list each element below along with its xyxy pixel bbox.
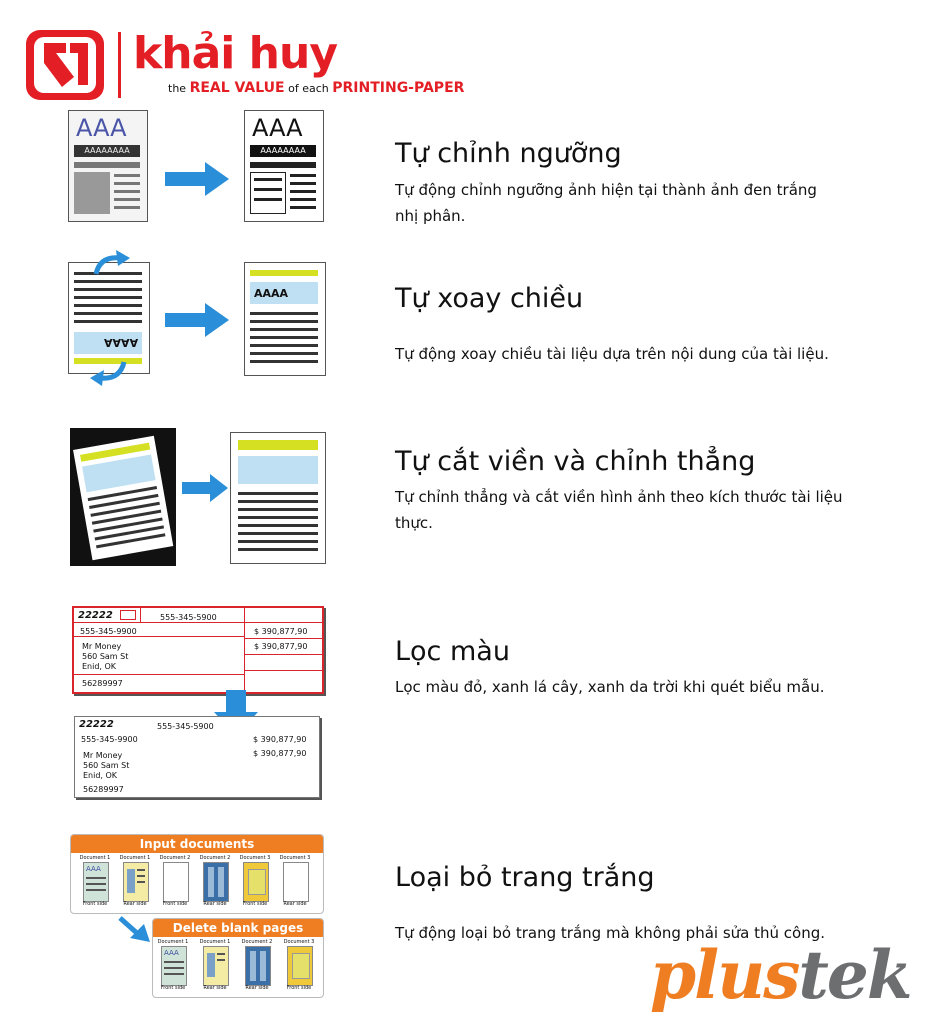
output-doc-label-2: Document 1	[199, 939, 231, 945]
form-after-street: 560 Sam St	[83, 761, 130, 770]
rotate-before-doc	[68, 262, 152, 374]
blank-page-arrow-icon	[118, 914, 154, 944]
threshold-after-big-text: AAA	[252, 114, 303, 142]
feature-title-color-dropout: Lọc màu	[395, 636, 510, 667]
plustek-logo-part2: tek	[798, 936, 911, 1014]
tagline-prefix: the	[168, 82, 187, 95]
form-before-ssn: 555-345-5900	[160, 613, 217, 622]
tagline-real-value: REAL VALUE	[189, 80, 285, 96]
feature-title-rotate: Tự xoay chiều	[395, 283, 584, 314]
feature-title-threshold: Tự chỉnh ngưỡng	[395, 138, 622, 169]
form-after-ein: 555-345-9900	[81, 735, 138, 744]
input-side-label-4: Rear side	[203, 901, 227, 907]
input-thumb-1	[83, 862, 109, 902]
brand-tagline	[168, 80, 464, 96]
input-doc-label-4: Document 2	[199, 855, 231, 861]
crop-before-scan	[70, 428, 176, 566]
tagline-suffix: PRINTING-PAPER	[332, 80, 465, 96]
input-thumb-2	[123, 862, 149, 902]
delete-blank-pages-panel	[152, 918, 324, 998]
form-before-amount1: $ 390,877,90	[254, 627, 308, 636]
input-side-label-3: Front side	[162, 901, 188, 907]
form-after-amount2: $ 390,877,90	[253, 749, 307, 758]
input-side-label-6: Rear side	[283, 901, 307, 907]
feature-desc-rotate: Tự động xoay chiều tài liệu dựa trên nội dung của tài liệu.	[395, 345, 829, 363]
logo-inner	[34, 37, 96, 93]
rotate-arrow-top-icon	[92, 250, 132, 276]
output-thumb-1-text: AAA	[164, 949, 179, 957]
input-doc-label-3: Document 2	[159, 855, 191, 861]
input-documents-panel	[70, 834, 324, 914]
rotate-before-text: AAAA	[104, 336, 139, 349]
form-before-name: Mr Money	[82, 642, 122, 651]
form-after-code: 22222	[79, 719, 114, 730]
rotate-after-doc	[244, 262, 326, 376]
input-side-label-5: Front side	[242, 901, 268, 907]
crop-after-doc	[230, 432, 326, 564]
threshold-before-small-text: AAAAAAAA	[74, 145, 140, 157]
input-thumb-4	[203, 862, 229, 902]
form-before-street: 560 Sam St	[82, 652, 129, 661]
output-thumb-2	[203, 946, 229, 986]
rotate-after-text: AAAA	[254, 287, 289, 300]
feature-title-crop: Tự cắt viền và chỉnh thẳng	[395, 446, 756, 477]
output-doc-label-3: Document 2	[241, 939, 273, 945]
input-side-label-1: Front side	[82, 901, 108, 907]
form-before-city: Enid, OK	[82, 662, 117, 671]
input-thumb-5	[243, 862, 269, 902]
input-documents-title: Input documents	[71, 835, 323, 853]
input-doc-label-6: Document 3	[279, 855, 311, 861]
feature-desc-blank-page: Tự động loại bỏ trang trắng mà không phải sửa thủ công.	[395, 924, 826, 942]
brand-name: khải huy	[133, 28, 338, 79]
threshold-before-big-text: AAA	[76, 114, 127, 142]
output-side-label-1: Front side	[160, 985, 186, 991]
feature-desc-threshold: Tự động chỉnh ngưỡng ảnh hiện tại thành ảnh đen trắng nhị phân.	[395, 181, 817, 225]
form-after-control: 56289997	[83, 785, 124, 794]
form-after-name: Mr Money	[83, 751, 123, 760]
feature-title-blank-page: Loại bỏ trang trắng	[395, 862, 655, 893]
threshold-after-doc	[244, 110, 324, 222]
feature-desc-color-dropout: Lọc màu đỏ, xanh lá cây, xanh da trời khi quét biểu mẫu.	[395, 678, 825, 696]
form-after-amount1: $ 390,877,90	[253, 735, 307, 744]
input-doc-label-2: Document 1	[119, 855, 151, 861]
form-after	[74, 716, 320, 798]
threshold-after-small-text: AAAAAAAA	[250, 145, 316, 157]
rotate-arrow-bottom-icon	[88, 360, 128, 386]
form-after-ssn: 555-345-5900	[157, 722, 214, 731]
output-side-label-2: Rear side	[203, 985, 227, 991]
output-doc-label-1: Document 1	[157, 939, 189, 945]
output-side-label-4: Front side	[286, 985, 312, 991]
threshold-arrow-icon	[165, 162, 229, 196]
feature-desc-crop: Tự chỉnh thẳng và cắt viền hình ảnh theo kích thước tài liệu thực.	[395, 488, 843, 532]
tagline-middle: of each	[288, 82, 329, 95]
plustek-logo-part1: plus	[650, 936, 799, 1014]
input-doc-label-5: Document 3	[239, 855, 271, 861]
input-thumb-1-text: AAA	[86, 865, 101, 873]
output-side-label-3: Rear side	[245, 985, 269, 991]
form-after-city: Enid, OK	[83, 771, 118, 780]
crop-arrow-icon	[182, 474, 228, 502]
plustek-logo	[650, 936, 911, 1014]
output-thumb-3	[245, 946, 271, 986]
output-thumb-1	[161, 946, 187, 986]
threshold-before-doc	[68, 110, 148, 222]
form-before-control: 56289997	[82, 679, 123, 688]
output-doc-label-4: Document 3	[283, 939, 315, 945]
form-before	[72, 606, 324, 694]
form-before-code: 22222	[78, 610, 113, 621]
input-thumb-3-blank	[163, 862, 189, 902]
khaihuy-logo-mark	[26, 30, 104, 100]
form-before-ein: 555-345-9900	[80, 627, 137, 636]
input-thumb-6-blank	[283, 862, 309, 902]
rotate-arrow-icon	[165, 303, 229, 337]
input-doc-label-1: Document 1	[79, 855, 111, 861]
delete-blank-pages-title: Delete blank pages	[153, 919, 323, 937]
input-side-label-2: Rear side	[123, 901, 147, 907]
output-thumb-4	[287, 946, 313, 986]
form-before-amount2: $ 390,877,90	[254, 642, 308, 651]
logo-emblem-icon	[34, 37, 96, 93]
logo-divider	[118, 32, 121, 98]
crop-before-doc-icon	[70, 428, 176, 566]
